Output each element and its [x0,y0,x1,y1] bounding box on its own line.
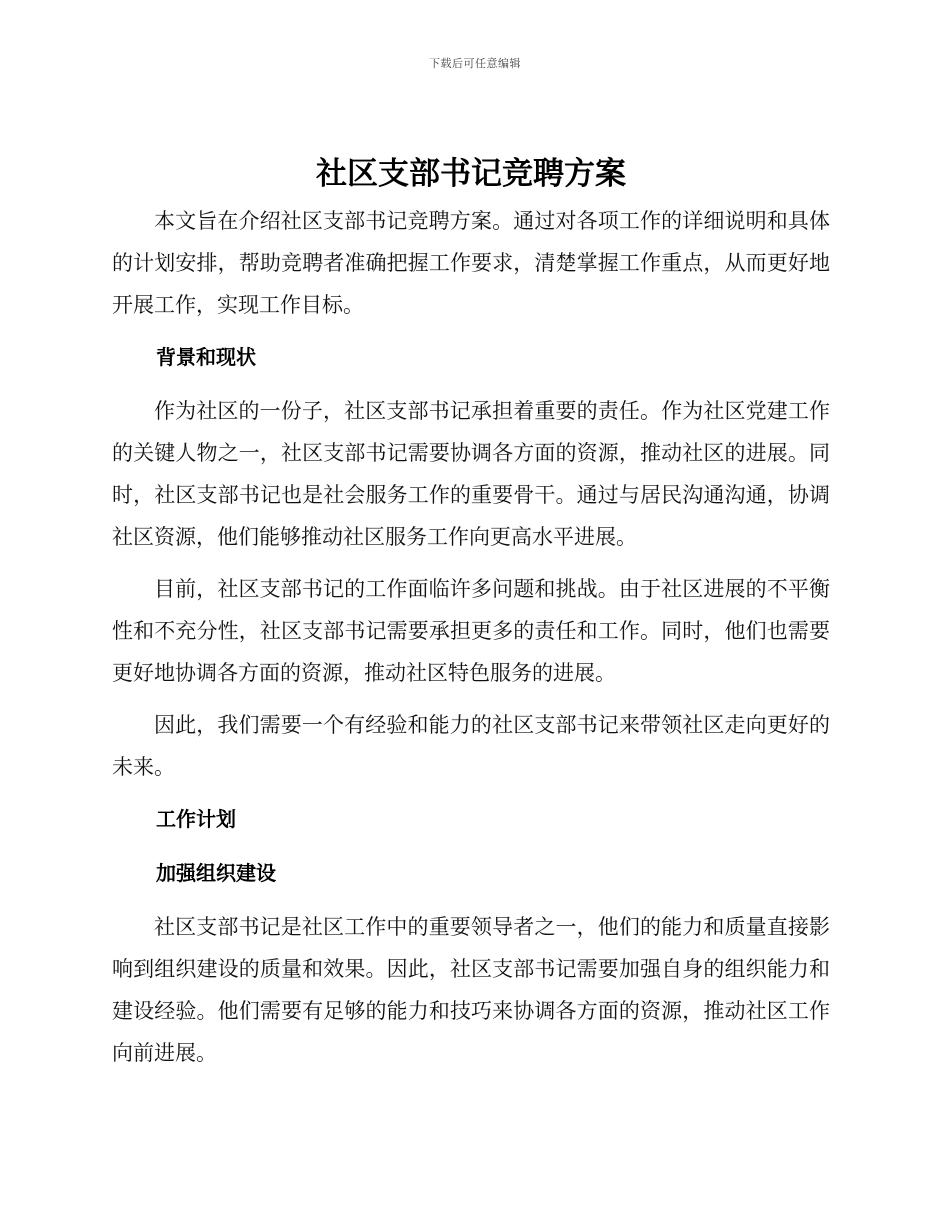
background-paragraph-2: 目前，社区支部书记的工作面临许多问题和挑战。由于社区进展的不平衡性和不充分性，社区支部书记需要承担更多的责任和工作。同时，他们也需要更好地协调各方面的资源，推动社区特色服务的进展。 [112,577,830,685]
subsection-heading-organization: 加强组织建设 [156,861,276,885]
intro-paragraph: 本文旨在介绍社区支部书记竞聘方案。通过对各项工作的详细说明和具体的计划安排，帮助竞聘者准确把握工作要求，清楚掌握工作重点，从而更好地开展工作，实现工作目标。 [112,209,830,317]
background-paragraph-3: 因此，我们需要一个有经验和能力的社区支部书记来带领社区走向更好的未来。 [112,713,830,779]
header-note: 下载后可任意编辑 [429,57,521,70]
document-title: 社区支部书记竞聘方案 [316,156,626,192]
document-body [112,148,830,1084]
section-heading-work-plan: 工作计划 [156,807,236,831]
work-plan-paragraph-1: 社区支部书记是社区工作中的重要领导者之一，他们的能力和质量直接影响到组织建设的质量和效果。因此，社区支部书记需要加强自身的组织能力和建设经验。他们需要有足够的能力和技巧来协调各方面的资源，推动社区工作向前进展。 [112,915,830,1065]
section-heading-background: 背景和现状 [156,345,256,369]
background-paragraph-1: 作为社区的一份子，社区支部书记承担着重要的责任。作为社区党建工作的关键人物之一，社区支部书记需要协调各方面的资源，推动社区的进展。同时，社区支部书记也是社会服务工作的重要骨干。通过与居民沟通沟通，协调社区资源，他们能够推动社区服务工作向更高水平进展。 [112,399,830,549]
